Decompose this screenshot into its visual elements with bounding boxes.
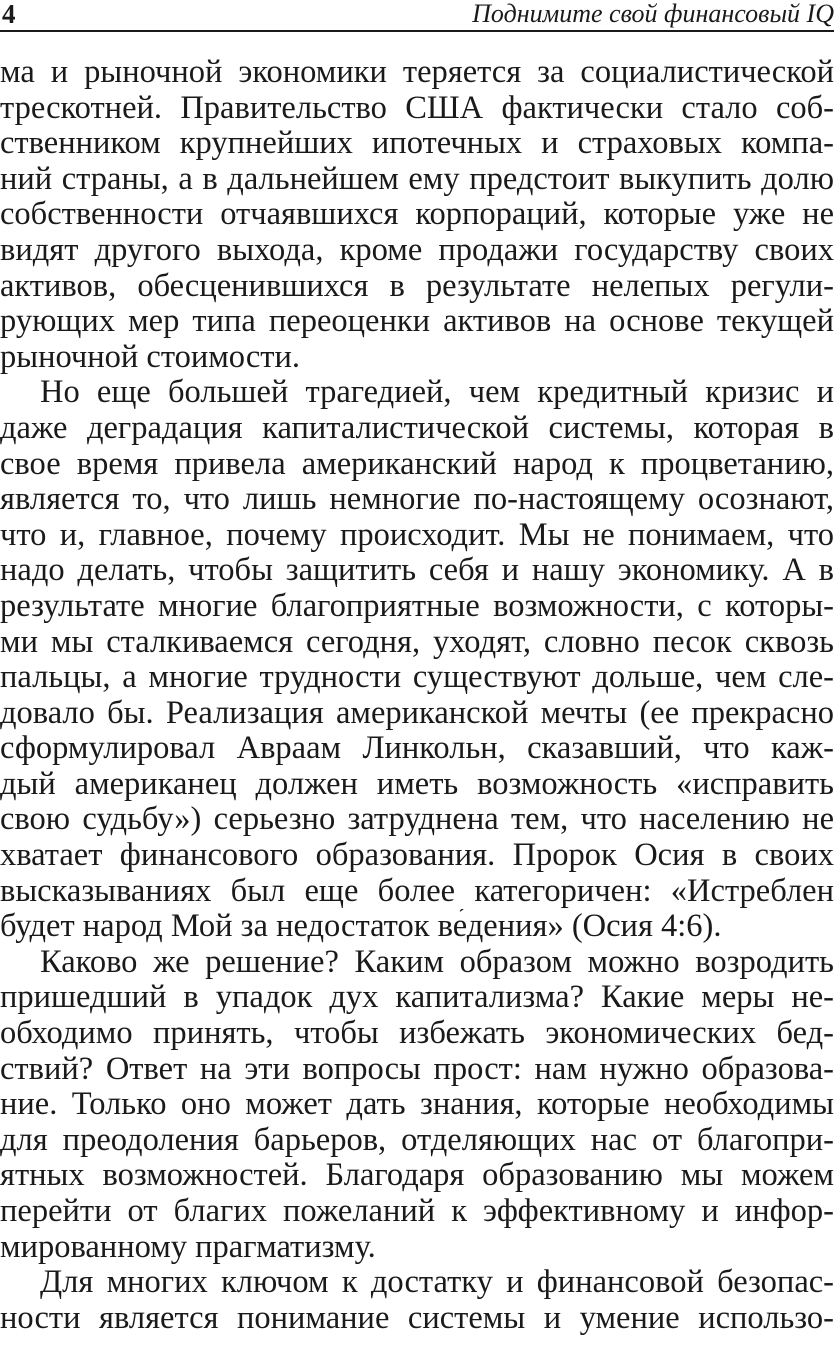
text-line: рыночной стоимости. [0,339,301,375]
text-line: пришедший в упадок дух капитализма? Какие меры не- [0,980,834,1016]
text-line: обходимо принять, чтобы избежать экономических бед- [0,1016,834,1052]
text-line: пальцы, а многие трудности существуют дольше, чем сле- [0,660,834,696]
text-line: хватает финансового образования. Пророк Осия в своих [0,838,834,874]
text-line: надо делать, чтобы защитить себя и нашу экономику. А в [0,553,834,589]
text-line: Для многих ключом к достатку и финансовой безопас- [40,1265,834,1301]
page-number: 4 [2,0,16,29]
text-line: результате многие благоприятные возможности, с которы- [0,588,834,624]
body-text [0,55,834,1336]
text-line: что и, главное, почему происходит. Мы не понимаем, что [0,517,834,553]
paragraph [0,945,834,1265]
text-line: рующих мер типа переоценки активов на основе текущей [0,304,834,340]
text-line: сформулировал Авраам Линкольн, сказавший, что каж- [0,731,834,767]
text-line: дый американец должен иметь возможность «исправить [0,766,834,802]
text-line: трескотней. Правительство США фактически стало соб- [0,90,834,126]
text-line: Но еще большей трагедией, чем кредитный кризис и [40,375,834,411]
text-line: перейти от благих пожеланий к эффективному и инфор- [0,1194,834,1229]
text-line: ние. Только оно может дать знания, которые необходимы [0,1087,834,1123]
text-line: ма и рыночной экономики теряется за социалистической [0,55,834,90]
text-line: ний страны, а в дальнейшем ему предстоит выкупить долю [0,161,834,197]
text-line: будет народ Мой за недостаток ве́дения» (Осия 4:6). [0,909,722,945]
text-line: свое время привела американский народ к процветанию, [0,446,834,482]
paragraph [0,375,834,945]
text-line: даже деградация капиталистической системы, которая в [0,410,834,446]
text-line: собственности отчаявшихся корпораций, которые уже не [0,197,834,233]
running-header [0,0,834,32]
text-line: свою судьбу») серьезно затруднена тем, что населению не [0,802,834,838]
text-line: ми мы сталкиваемся сегодня, уходят, словно песок сквозь [0,624,834,660]
text-line: видят другого выхода, кроме продажи государству своих [0,232,834,268]
text-line: ности является понимание системы и умение использо- [0,1300,834,1336]
text-line: является то, что лишь немногие по-настоящему осознают, [0,482,834,518]
text-line: активов, обесценившихся в результате нелепых регули- [0,268,834,304]
text-line: ственником крупнейших ипотечных и страховых компа- [0,126,834,162]
text-line: мированному прагматизму. [0,1229,376,1265]
text-line: Каково же решение? Каким образом можно возродить [40,944,834,980]
text-line: для преодоления барьеров, отделяющих нас от благопри- [0,1122,834,1158]
paragraph [0,1265,834,1336]
text-line: высказываниях был еще более категоричен: «Истреблен [0,873,834,909]
book-title: Поднимите свой финансовый IQ [472,0,834,28]
paragraph [0,55,834,375]
text-line: ствий? Ответ на эти вопросы прост: нам нужно образова- [0,1051,834,1087]
text-line: довало бы. Реализация американской мечты (ее прекрасно [0,695,834,731]
text-line: ятных возможностей. Благодаря образованию мы можем [0,1158,834,1194]
